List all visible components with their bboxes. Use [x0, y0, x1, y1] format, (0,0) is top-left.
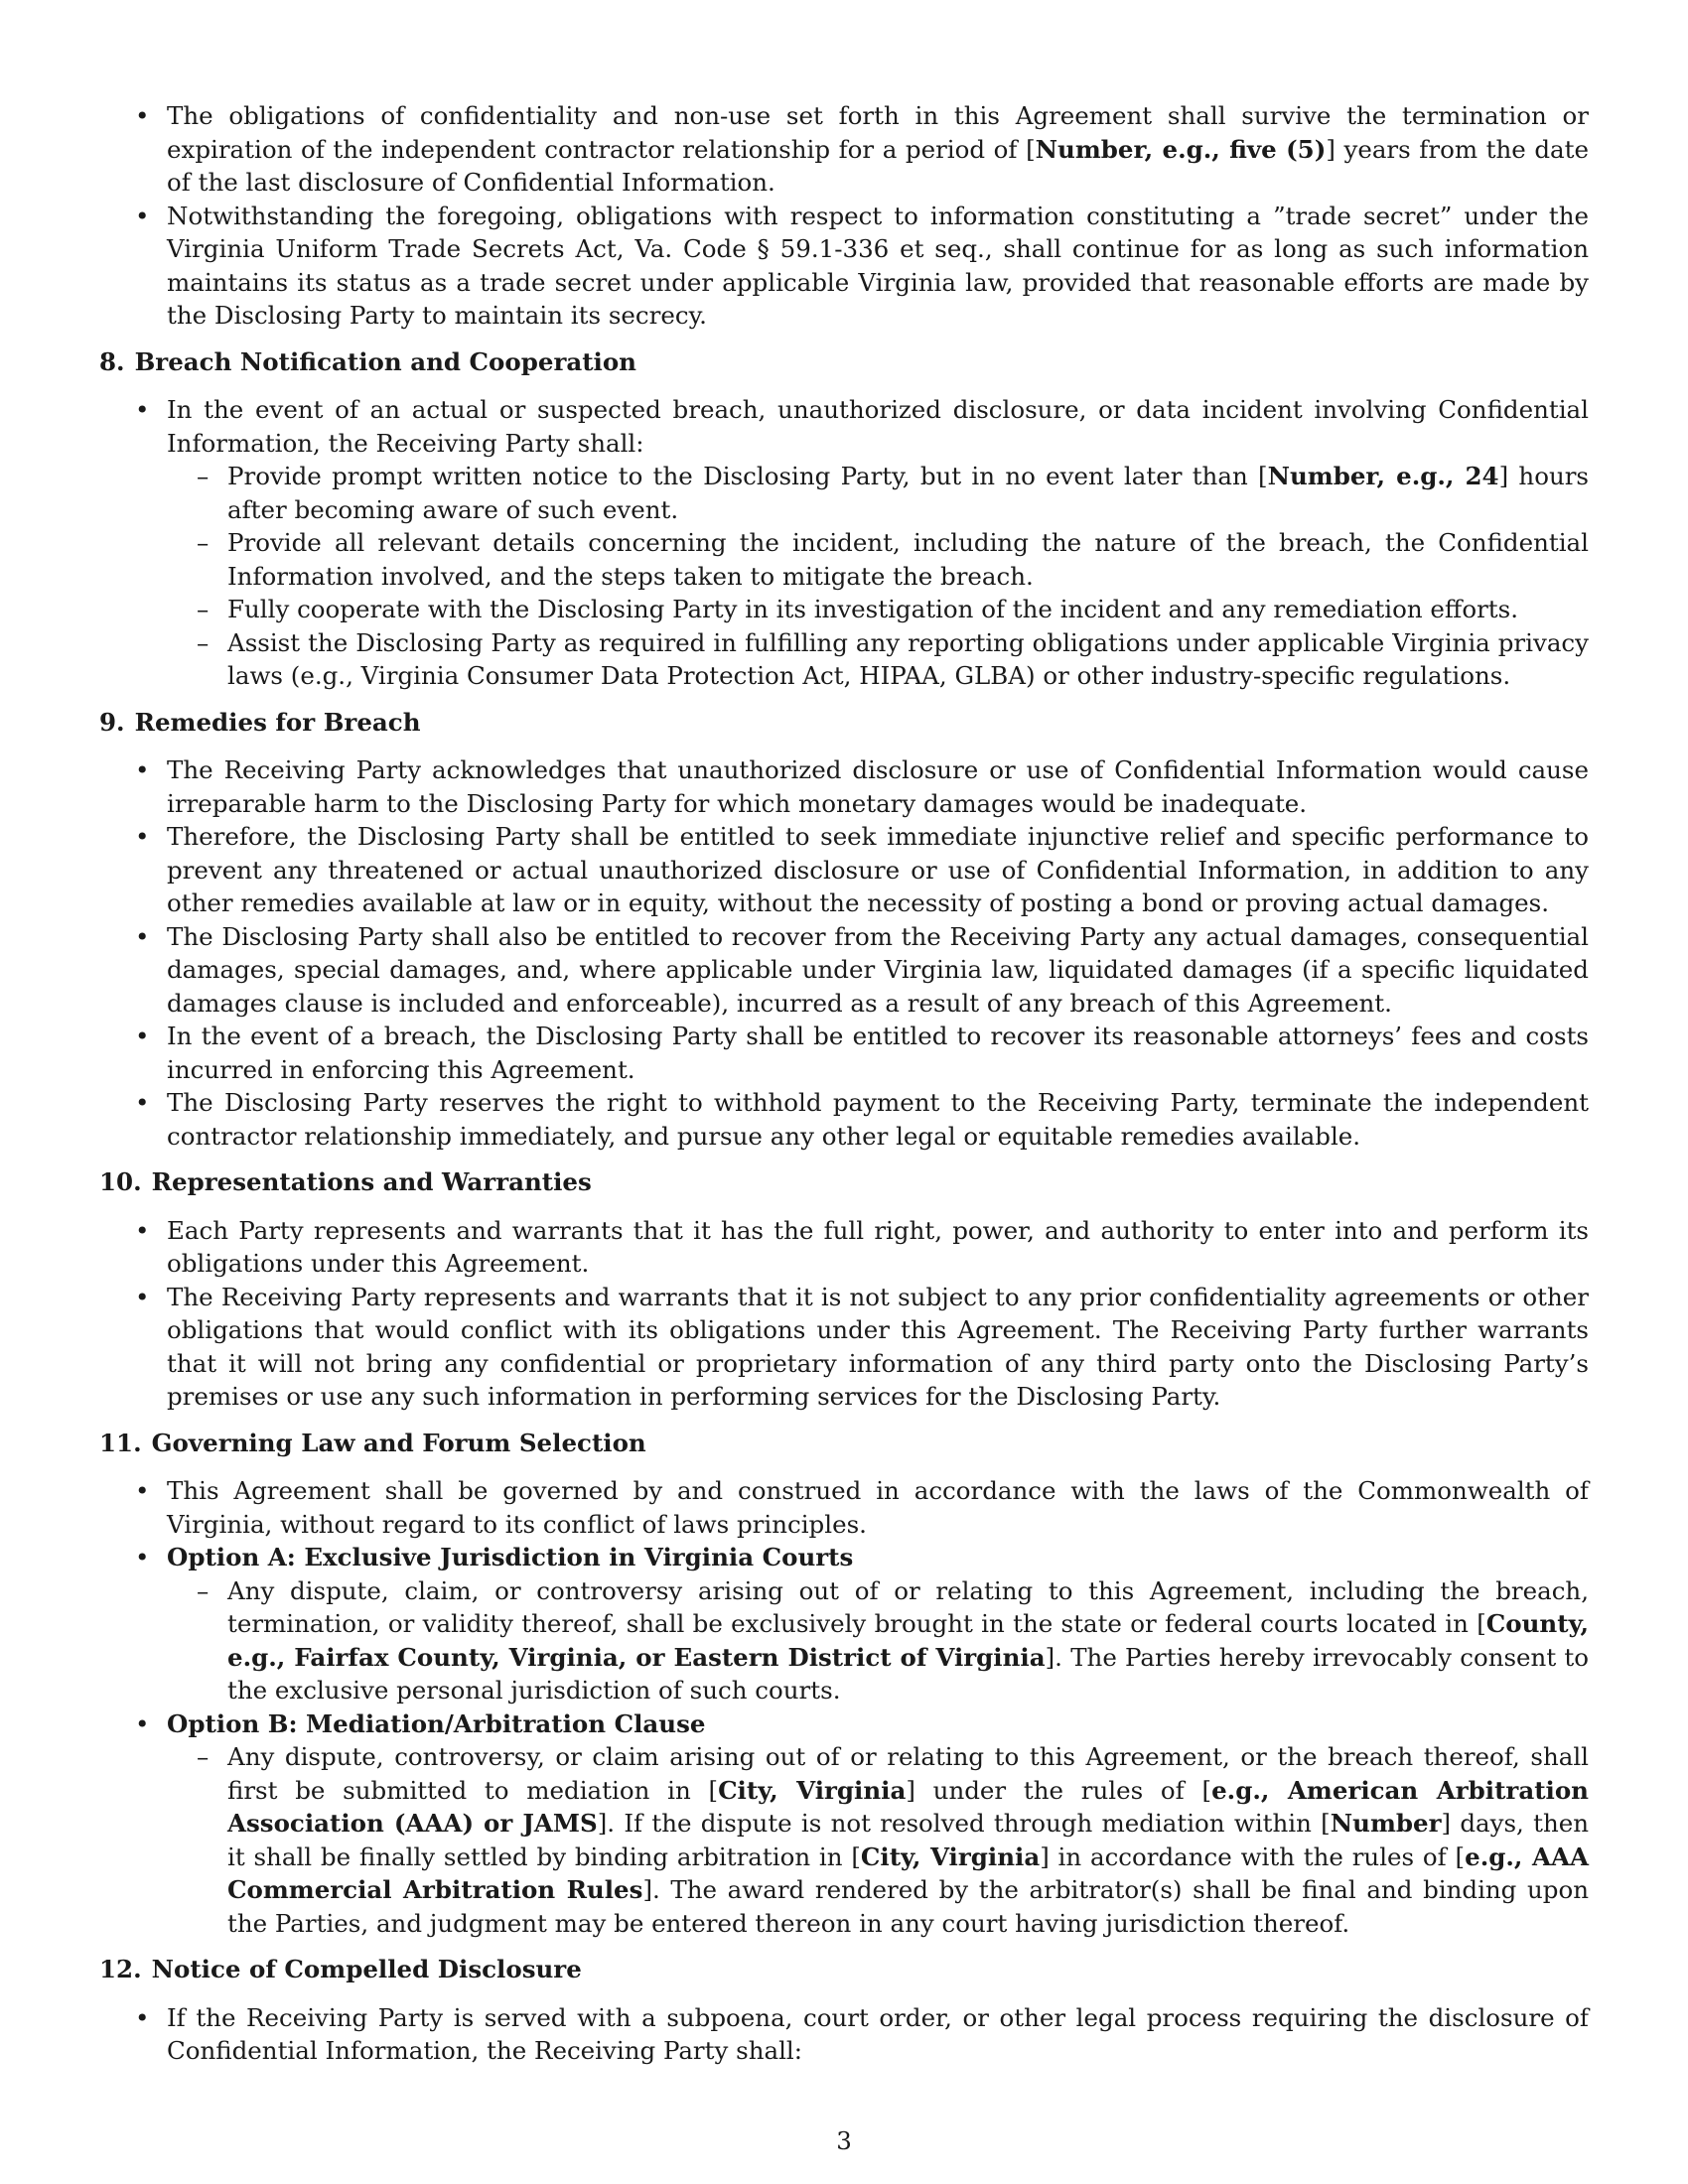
survival-bullets: [99, 99, 1589, 333]
sub-list-item: – Any dispute, controversy, or claim arising out of or relating to this Agreement, or the breach thereof, shall first be submitted to mediation in [City, Virginia] under the rules of [e.g., American Arbitration Association (AAA) or JAMS]. If the dispute is not resolved through mediation within [Number] days, then it shall be finally settled by binding arbitration in [City, Virginia] in accordance with the rules of [e.g., AAA Commercial Arbitration Rules]. The award rendered by the arbitrator(s) shall be final and binding upon the Parties, and judgment may be entered thereon in any court having jurisdiction thereof.: [167, 1740, 1589, 1940]
section-8-sublist: [167, 460, 1589, 693]
sub-list-item: – Assist the Disclosing Party as required in fulfilling any reporting obligations under applicable Virginia privacy laws (e.g., Virginia Consumer Data Protection Act, HIPAA, GLBA) or other industry-specific regulations.: [167, 626, 1589, 693]
document-body: [99, 99, 1589, 2068]
section-12-list: [99, 2001, 1589, 2068]
option-b-title: Option B: Mediation/Arbitration Clause: [167, 1708, 706, 1738]
section-heading-12: 12. Notice of Compelled Disclosure: [99, 1955, 582, 1983]
list-item: • If the Receiving Party is served with a subpoena, court order, or other legal process requiring the disclosure of Confidential Information, the Receiving Party shall:: [99, 2001, 1589, 2068]
sub-list-item: – Any dispute, claim, or controversy arising out of or relating to this Agreement, including the breach, termination, or validity thereof, shall be exclusively brought in the state or federal courts located in [County, e.g., Fairfax County, Virginia, or Eastern District of Virginia]. The Parties hereby irrevocably consent to the exclusive personal jurisdiction of such courts.: [167, 1574, 1589, 1707]
section-8-list: [99, 393, 1589, 693]
section-9-list: [99, 753, 1589, 1153]
sub-list-item: – Fully cooperate with the Disclosing Party in its investigation of the incident and any remediation efforts.: [167, 593, 1589, 626]
list-item: • In the event of a breach, the Disclosing Party shall be entitled to recover its reasonable attorneys’ fees and costs incurred in enforcing this Agreement.: [99, 1020, 1589, 1086]
option-b-sublist: [167, 1740, 1589, 1940]
sub-list-item: – Provide prompt written notice to the Disclosing Party, but in no event later than [Number, e.g., 24] hours after becoming aware of such event.: [167, 460, 1589, 526]
list-item: • Therefore, the Disclosing Party shall be entitled to seek immediate injunctive relief and specific performance to prevent any threatened or actual unauthorized disclosure or use of Confidential Information, in addition to any other remedies available at law or in equity, without the necessity of posting a bond or proving actual damages.: [99, 820, 1589, 920]
list-item: [99, 1541, 1589, 1707]
list-item: • Notwithstanding the foregoing, obligations with respect to information constituting a ”trade secret” under the Virginia Uniform Trade Secrets Act, Va. Code § 59.1-336 et seq., shall continue for as long as such information maintains its status as a trade secret under applicable Virginia law, provided that reasonable efforts are made by the Disclosing Party to maintain its secrecy.: [99, 200, 1589, 333]
list-item: • Each Party represents and warrants that it has the full right, power, and authority to enter into and perform its obligations under this Agreement.: [99, 1214, 1589, 1281]
option-a-sublist: [167, 1574, 1589, 1707]
section-heading-10: 10. Representations and Warranties: [99, 1167, 592, 1196]
section-11-list: [99, 1474, 1589, 1940]
page-number: 3: [836, 2126, 852, 2155]
section-10-list: [99, 1214, 1589, 1414]
list-item: • This Agreement shall be governed by and construed in accordance with the laws of the Commonwealth of Virginia, without regard to its conflict of laws principles.: [99, 1474, 1589, 1541]
sub-list-item: – Provide all relevant details concerning the incident, including the nature of the breach, the Confidential Information involved, and the steps taken to mitigate the breach.: [167, 526, 1589, 593]
list-item: [99, 1707, 1589, 1941]
section-heading-11: 11. Governing Law and Forum Selection: [99, 1428, 646, 1457]
list-item: • In the event of an actual or suspected breach, unauthorized disclosure, or data incident involving Confidential Information, the Receiving Party shall: – Provide prompt written notice to the Disclosing Party, but in no event later than [Number, e.g., 24] hours after becoming aware of such event. – Provide all relevant details concerning the incident, including the nature of the breach, the Confidential Information involved, and the steps taken to mitigate the breach. – Fully cooperate with the Disclosing Party in its investigation of the incident and any remediation efforts. – Assist the Disclosing Party as required in fulfilling any reporting obligations under applicable Virginia privacy laws (e.g., Virginia Consumer Data Protection Act, HIPAA, GLBA) or other industry-specific regulations.: [99, 393, 1589, 693]
list-item: • The Disclosing Party shall also be entitled to recover from the Receiving Party any actual damages, consequential damages, special damages, and, where applicable under Virginia law, liquidated damages (if a specific liquidated damages clause is included and enforceable), incurred as a result of any breach of this Agreement.: [99, 920, 1589, 1021]
section-heading-9: 9. Remedies for Breach: [99, 707, 421, 737]
option-a-title: Option A: Exclusive Jurisdiction in Virginia Courts: [167, 1543, 854, 1571]
list-item: • The Receiving Party acknowledges that unauthorized disclosure or use of Confidential Information would cause irreparable harm to the Disclosing Party for which monetary damages would be inadequate.: [99, 753, 1589, 820]
list-item: • The Receiving Party represents and warrants that it is not subject to any prior confidentiality agreements or other obligations that would conflict with its obligations under this Agreement. The Receiving Party further warrants that it will not bring any confidential or proprietary information of any third party onto the Disclosing Party’s premises or use any such information in performing services for the Disclosing Party.: [99, 1281, 1589, 1414]
section-heading-8: 8. Breach Notification and Cooperation: [99, 346, 636, 376]
list-item: • The Disclosing Party reserves the right to withhold payment to the Receiving Party, terminate the independent contractor relationship immediately, and pursue any other legal or equitable remedies available.: [99, 1086, 1589, 1153]
list-item: • The obligations of confidentiality and non-use set forth in this Agreement shall survive the termination or expiration of the independent contractor relationship for a period of [Number, e.g., five (5)] years from the date of the last disclosure of Confidential Information.: [99, 99, 1589, 200]
